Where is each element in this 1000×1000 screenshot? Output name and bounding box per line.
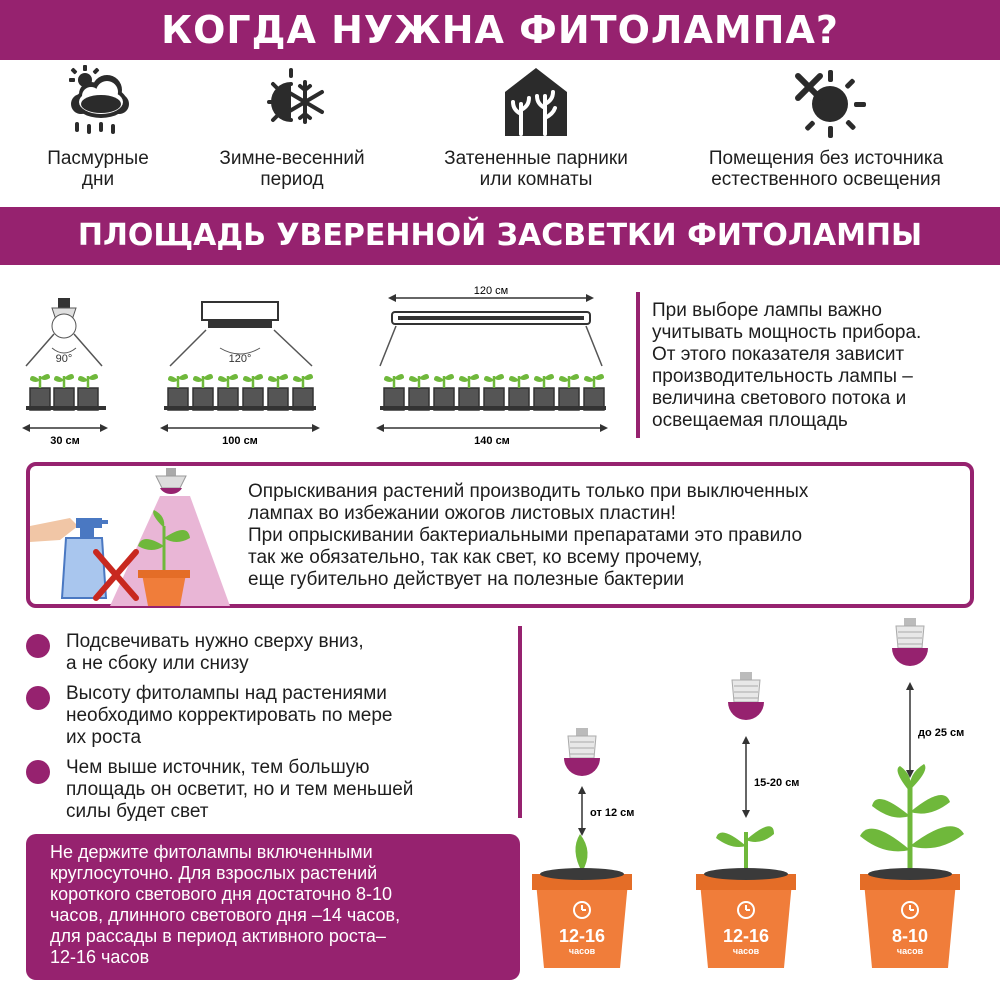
- tube-lamp-diagram: [380, 312, 602, 366]
- coverage-diagram: [0, 268, 640, 458]
- lamp-length-label: 120 см: [473, 285, 509, 297]
- condition-winter-spring: [197, 62, 387, 190]
- hours-unit: часов: [568, 946, 596, 956]
- tip-bullet: [26, 757, 506, 823]
- spray-warning-illustration: [30, 466, 230, 606]
- bulb-icon: [564, 728, 600, 776]
- info-divider: [636, 292, 640, 438]
- hours-unit: часов: [896, 946, 924, 956]
- hours-label: 8-10: [891, 926, 929, 946]
- condition-label: Зимне-весенний период: [219, 148, 365, 190]
- bullet-dot: [26, 760, 50, 784]
- tip-bullet: [26, 683, 506, 749]
- greenhouse-icon: [501, 62, 571, 142]
- condition-overcast: [28, 62, 168, 190]
- width-label: 100 см: [222, 435, 258, 447]
- bulb-icon: [728, 672, 764, 720]
- tip-bullet: [26, 631, 506, 675]
- width-label: 140 см: [474, 435, 510, 447]
- condition-label: Пасмурные дни: [47, 148, 149, 190]
- tip-text: Не держите фитолампы включенными круглосуточно. Для взрослых растений короткого светового дня достаточно 8-10 часов, длинного светового дня –14 часов, для рассады в период активного роста– 12-16 часов: [50, 842, 401, 967]
- hours-label: 12-16: [558, 926, 606, 946]
- hours-label: 12-16: [722, 926, 770, 946]
- bulb-icon: [892, 618, 928, 666]
- lamp-height-illustration: [520, 610, 990, 995]
- distance-label: 15-20 см: [754, 777, 800, 789]
- main-title-banner: КОГДА НУЖНА ФИТОЛАМПА?: [0, 0, 1000, 60]
- distance-label: до 25 см: [918, 727, 965, 739]
- bullet-text: Подсвечивать нужно сверху вниз, а не сбоку или снизу: [66, 631, 364, 674]
- coverage-info-text: При выборе лампы важно учитывать мощность прибора. От этого показателя зависит производительность лампы – величина светового потока и освещаемая площадь: [652, 300, 922, 431]
- angle-label: 90°: [55, 353, 73, 365]
- grown-plant-icon: [860, 764, 964, 872]
- sun-snowflake-icon: [257, 62, 327, 142]
- condition-shaded: [416, 62, 656, 190]
- crossed-sun-icon: [786, 62, 866, 142]
- condition-label: Затененные парники или комнаты: [444, 148, 628, 190]
- condition-no-light: [676, 62, 976, 190]
- seedling-icon: [716, 826, 774, 872]
- bullet-dot: [26, 634, 50, 658]
- bullet-text: Высоту фитолампы над растениями необходимо корректировать по мере их роста: [66, 683, 393, 748]
- cloud-rain-icon: [63, 62, 133, 142]
- angle-label: 120°: [228, 353, 252, 365]
- bullet-dot: [26, 686, 50, 710]
- distance-label: от 12 см: [590, 807, 635, 819]
- hours-unit: часов: [732, 946, 760, 956]
- width-label: 30 см: [50, 435, 80, 447]
- bullet-text: Чем выше источник, тем большую площадь он осветит, но и тем меньшей силы будет свет: [66, 757, 414, 822]
- condition-label: Помещения без источника естественного освещения: [708, 148, 944, 190]
- coverage-title-banner: ПЛОЩАДЬ УВЕРЕННОЙ ЗАСВЕТКИ ФИТОЛАМПЫ: [0, 207, 1000, 265]
- sprout-icon: [575, 834, 587, 872]
- warning-text: Опрыскивания растений производить только при выключенных лампах во избежании ожогов листовых пластин! При опрыскивании бактериальными препаратами это правило так же обязательно, так как свет, ко всему прочему, еще губительно действует на полезные бактерии: [248, 481, 809, 590]
